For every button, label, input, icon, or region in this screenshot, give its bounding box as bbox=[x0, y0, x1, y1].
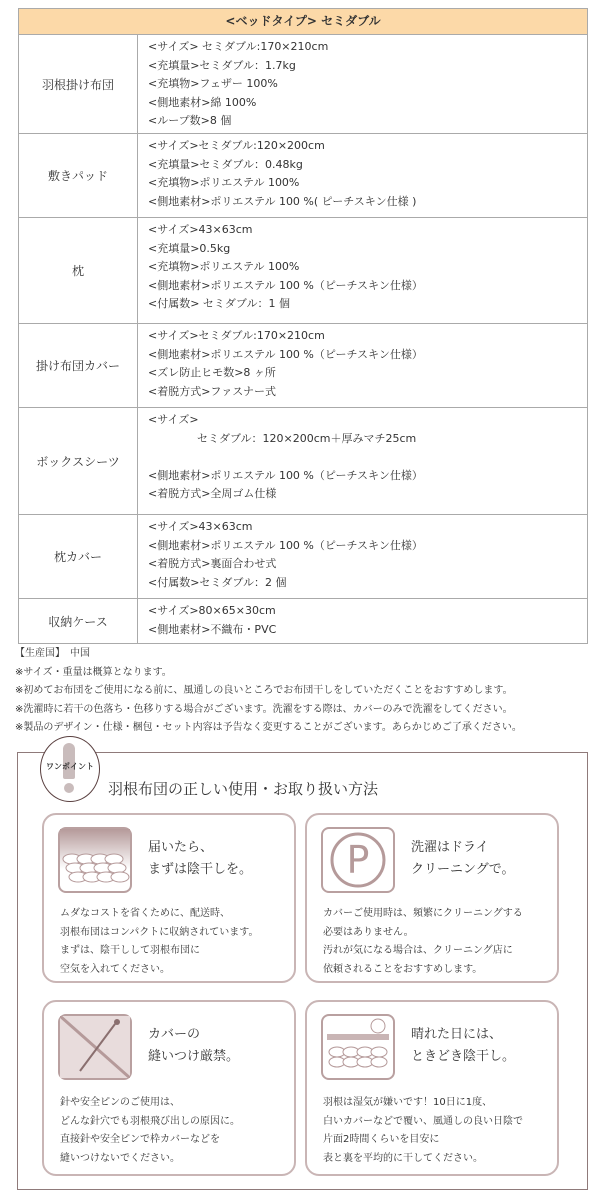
no-pin-icon bbox=[58, 1014, 132, 1080]
card-body-line: ムダなコストを省くために、配送時、 bbox=[60, 908, 230, 919]
spec-line: <側地素材>ポリエステル 100 %（ピーチスキン仕様） bbox=[148, 468, 423, 482]
table-row bbox=[19, 218, 587, 324]
card-body bbox=[60, 1094, 240, 1168]
card-body-line: 汚れが気になる場合は、クリーニング店に bbox=[323, 945, 513, 956]
notes bbox=[15, 645, 522, 738]
guide-title: 羽根布団の正しい使用・お取り扱い方法 bbox=[108, 780, 379, 798]
table-row bbox=[19, 408, 587, 515]
table-row bbox=[19, 599, 587, 643]
spec-line: <側地素材>ポリエステル 100 %（ピーチスキン仕様） bbox=[148, 278, 423, 292]
item-name: 掛け布団カバー bbox=[19, 324, 138, 407]
spec-line: <サイズ>43×63cm bbox=[148, 520, 253, 533]
card-body-line: 羽根布団はコンパクトに収納されています。 bbox=[60, 926, 259, 938]
spec-line: <側地素材>不織布・PVC bbox=[148, 622, 277, 636]
care-card bbox=[305, 813, 559, 983]
spec-line: <充填量>0.5kg bbox=[148, 241, 231, 255]
card-body-line: 直接針や安全ピンで枠カバーなどを bbox=[60, 1134, 220, 1145]
card-body-line: カバーご使用時は、頻繁にクリーニングする bbox=[323, 908, 523, 919]
one-point-badge: ワンポイント bbox=[40, 736, 100, 802]
card-title: カバーの 縫いつけ厳禁。 bbox=[148, 1027, 240, 1064]
card-body-line: 針や安全ピンのご使用は、 bbox=[60, 1097, 180, 1108]
spec-line: <側地素材>ポリエステル 100 %（ピーチスキン仕様） bbox=[148, 347, 423, 361]
spec-line: <側地素材>ポリエステル 100 %（ピーチスキン仕様） bbox=[148, 538, 423, 552]
item-specs bbox=[138, 599, 286, 643]
futon-icon bbox=[58, 827, 132, 893]
table-row bbox=[19, 515, 587, 599]
card-body bbox=[60, 905, 259, 979]
card-title: 届いたら、 まずは陰干しを。 bbox=[148, 840, 253, 877]
spec-table bbox=[18, 8, 588, 644]
note-line: ※初めてお布団をご使用になる前に、風通しの良いところでお布団干しをしていただくことをおすすめします。 bbox=[15, 685, 513, 696]
spec-line: <着脱方式>裏面合わせ式 bbox=[148, 557, 277, 571]
item-specs bbox=[138, 134, 426, 217]
dry-clean-p-icon bbox=[321, 827, 395, 893]
table-row bbox=[19, 134, 587, 218]
note-line: ※洗濯時に若干の色落ち・色移りする場合がございます。洗濯をする際は、カバーのみで洗濯をしてください。 bbox=[15, 703, 513, 715]
spec-line: <充填量>セミダブル：0.48kg bbox=[148, 157, 303, 171]
item-specs bbox=[138, 408, 433, 514]
care-card bbox=[42, 813, 296, 983]
spec-line: <サイズ> bbox=[148, 413, 199, 426]
card-body-line: 空気を入れてください。 bbox=[60, 963, 170, 975]
item-name: 枕 bbox=[19, 218, 138, 323]
card-body-line: 白いカバーなどで覆い、風通しの良い日陰で bbox=[323, 1115, 523, 1127]
spec-line: <充填物>ポリエステル 100% bbox=[148, 260, 300, 274]
card-title: 洗濯はドライ クリーニングで。 bbox=[411, 840, 515, 877]
card-body-line: 縫いつけないでください。 bbox=[60, 1152, 180, 1164]
item-specs bbox=[138, 35, 338, 133]
spec-line: <ループ数>8 個 bbox=[148, 114, 232, 128]
card-body-line: 必要はありません。 bbox=[323, 926, 414, 938]
card-body-line: 片面2時間くらいを目安に bbox=[323, 1134, 440, 1145]
spec-line bbox=[148, 448, 423, 467]
note-line: ※サイズ・重量は概算となります。 bbox=[15, 666, 172, 678]
spec-line: <着脱方式>全周ゴム仕様 bbox=[148, 487, 277, 501]
sun-dry-icon bbox=[321, 1014, 395, 1080]
note-line: ※製品のデザイン・仕様・梱包・セット内容は予告なく変更することがございます。あらかじめご了承ください。 bbox=[15, 722, 522, 733]
table-header: <ベッドタイプ> セミダブル bbox=[19, 9, 587, 35]
svg-text:P: P bbox=[346, 838, 370, 882]
item-name: 収納ケース bbox=[19, 599, 138, 643]
spec-line: <充填物>フェザー 100% bbox=[148, 77, 278, 91]
exclamation-icon bbox=[63, 743, 75, 779]
table-row bbox=[19, 324, 587, 408]
item-specs bbox=[138, 218, 433, 323]
spec-line: <サイズ> セミダブル:170×210cm bbox=[148, 40, 329, 53]
item-name: 敷きパッド bbox=[19, 134, 138, 217]
spec-line: <付属数>セミダブル：2 個 bbox=[148, 575, 287, 589]
note-line: 【生産国】 中国 bbox=[15, 648, 90, 659]
item-specs bbox=[138, 324, 433, 407]
card-body-line: 羽根は湿気が嫌いです！10日に1度、 bbox=[323, 1097, 493, 1108]
item-name: ボックスシーツ bbox=[19, 408, 138, 514]
spec-line: <付属数> セミダブル：1 個 bbox=[148, 297, 290, 311]
card-body-line: まずは、陰干しして羽根布団に bbox=[60, 945, 200, 956]
spec-line: <側地素材>ポリエステル 100 %( ピーチスキン仕様 ) bbox=[148, 194, 417, 208]
spec-line: <サイズ>43×63cm bbox=[148, 223, 253, 236]
spec-line: <着脱方式>ファスナー式 bbox=[148, 384, 276, 398]
care-card bbox=[305, 1000, 559, 1176]
card-body bbox=[323, 905, 523, 979]
spec-line: <サイズ>セミダブル:120×200cm bbox=[148, 139, 325, 152]
card-body-line: どんな針穴でも羽根飛び出しの原因に。 bbox=[60, 1115, 240, 1127]
item-specs bbox=[138, 515, 433, 598]
care-card bbox=[42, 1000, 296, 1176]
card-body-line: 表と裏を平均的に干してください。 bbox=[323, 1152, 483, 1164]
spec-line: <サイズ>セミダブル:170×210cm bbox=[148, 329, 325, 342]
spec-line: <ズレ防止ヒモ数>8 ヶ所 bbox=[148, 366, 276, 380]
spec-line: <充填物>ポリエステル 100% bbox=[148, 176, 300, 190]
card-body-line: 依頼されることをおすすめします。 bbox=[323, 963, 483, 975]
item-name: 枕カバー bbox=[19, 515, 138, 598]
spec-line: <充填量>セミダブル：1.7kg bbox=[148, 58, 296, 72]
item-name: 羽根掛け布団 bbox=[19, 35, 138, 133]
spec-line: <側地素材>綿 100% bbox=[148, 95, 257, 109]
card-body bbox=[323, 1094, 523, 1168]
spec-line: セミダブル：120×200cm＋厚みマチ25cm bbox=[148, 431, 417, 445]
table-row bbox=[19, 35, 587, 134]
spec-line: <サイズ>80×65×30cm bbox=[148, 604, 276, 617]
card-title: 晴れた日には、 ときどき陰干し。 bbox=[411, 1027, 516, 1064]
